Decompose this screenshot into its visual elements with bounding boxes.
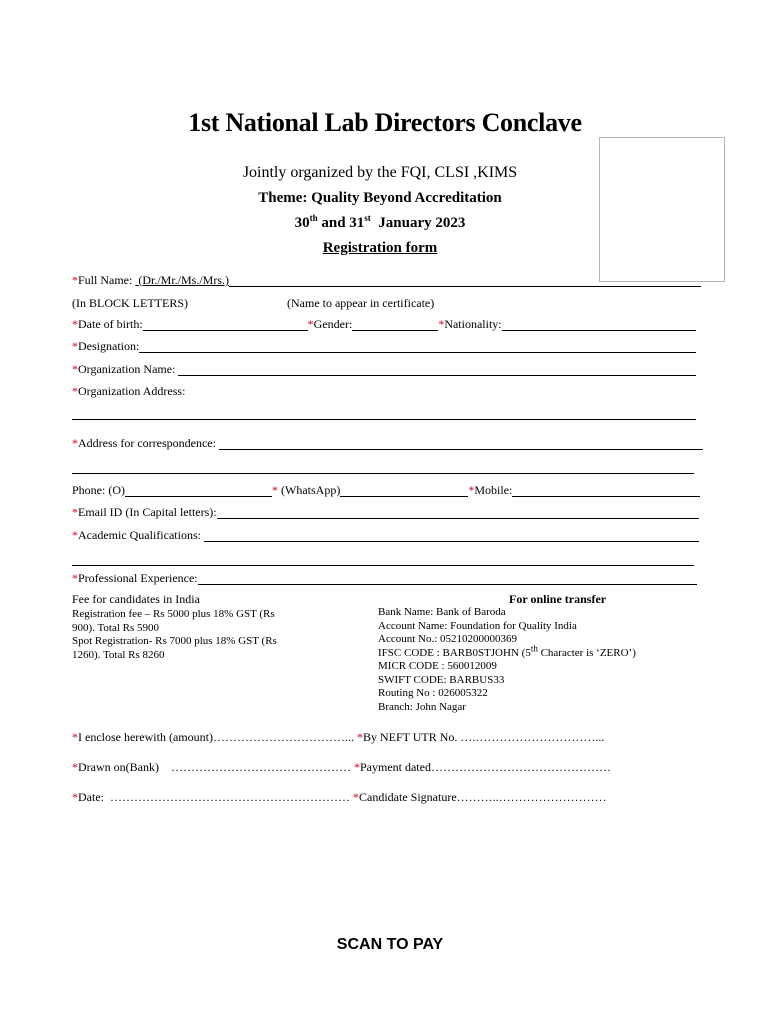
account-number: Account No.: 05210200000369 (378, 633, 518, 645)
phone-office-field[interactable] (125, 484, 272, 497)
mobile-label: *Mobile: (468, 483, 513, 497)
whatsapp-label: * (WhatsApp) (272, 483, 341, 497)
date-signature-field[interactable]: *Date: …………………………………………………… *Candidate Signature………..……………………… (72, 790, 607, 804)
full-name-field[interactable]: *Full Name: (Dr./Mr./Ms./Mrs.) (72, 273, 701, 288)
routing-number: Routing No : 026005322 (378, 687, 488, 699)
bank-name: Bank Name: Bank of Baroda (378, 606, 506, 618)
form-title-heading: 1st National Lab Directors Conclave (188, 108, 582, 137)
dob-label: *Date of birth: (72, 317, 143, 331)
organizers-line: Jointly organized by the FQI, CLSI ,KIMS (242, 164, 518, 181)
fee-details: Registration fee – Rs 5000 plus 18% GST (Rs 900). Total Rs 5900 Spot Registration- Rs 7000 plus 18% GST (Rs 1260). Total Rs 8260 (72, 608, 277, 661)
academic-qualifications-field[interactable]: *Academic Qualifications: (72, 528, 699, 543)
ifsc-code: IFSC CODE : BARB0STJOHN (5th Character is ‘ZERO’) (378, 642, 636, 659)
certificate-note: (Name to appear in certificate) (287, 296, 435, 310)
event-dates: 30th and 31st January 2023 (294, 213, 466, 231)
online-transfer-heading: For online transfer (509, 592, 607, 606)
drawn-on-bank-field[interactable]: *Drawn on(Bank) ……………………………………… *Payment dated……………………………………… (72, 760, 611, 774)
theme-line: Theme: Quality Beyond Accreditation (258, 190, 502, 206)
professional-experience-field[interactable]: *Professional Experience: (72, 571, 697, 586)
designation-field[interactable]: *Designation: (72, 339, 696, 354)
registration-form-heading: Registration form (322, 240, 438, 256)
phone-row (72, 483, 700, 498)
organization-name-field[interactable]: *Organization Name: (72, 362, 696, 377)
block-letters-note: (In BLOCK LETTERS) (72, 296, 188, 310)
gender-label: *Gender: (307, 317, 353, 331)
correspondence-address-line-2[interactable] (72, 473, 694, 474)
bank-details (378, 606, 636, 714)
swift-code: SWIFT CODE: BARBUS33 (378, 673, 505, 686)
micr-code: MICR CODE : 560012009 (378, 660, 497, 672)
account-name: Account Name: Foundation for Quality India (378, 619, 577, 632)
enclose-amount-field[interactable]: *I enclose herewith (amount)……………………………... *By NEFT UTR No. ….…………………………... (72, 730, 605, 744)
gender-field[interactable] (352, 318, 438, 331)
branch: Branch: John Nagar (378, 700, 466, 713)
phone-label: Phone: (O) (72, 483, 125, 497)
scan-to-pay-label: SCAN TO PAY (336, 936, 444, 953)
email-field[interactable]: *Email ID (In Capital letters): (72, 505, 699, 520)
correspondence-address-field[interactable]: *Address for correspondence: (72, 436, 703, 451)
academic-qualifications-line-2[interactable] (72, 565, 694, 566)
dob-field[interactable] (143, 318, 308, 331)
dob-gender-nationality-row (72, 317, 696, 332)
whatsapp-field[interactable] (340, 484, 468, 497)
fee-heading: Fee for candidates in India (72, 592, 200, 606)
organization-address-label: *Organization Address: (72, 384, 186, 398)
mobile-field[interactable] (512, 484, 700, 497)
nationality-label: *Nationality: (438, 317, 502, 331)
nationality-field[interactable] (502, 318, 696, 331)
photo-box (599, 137, 725, 282)
organization-address-line[interactable] (72, 419, 696, 420)
